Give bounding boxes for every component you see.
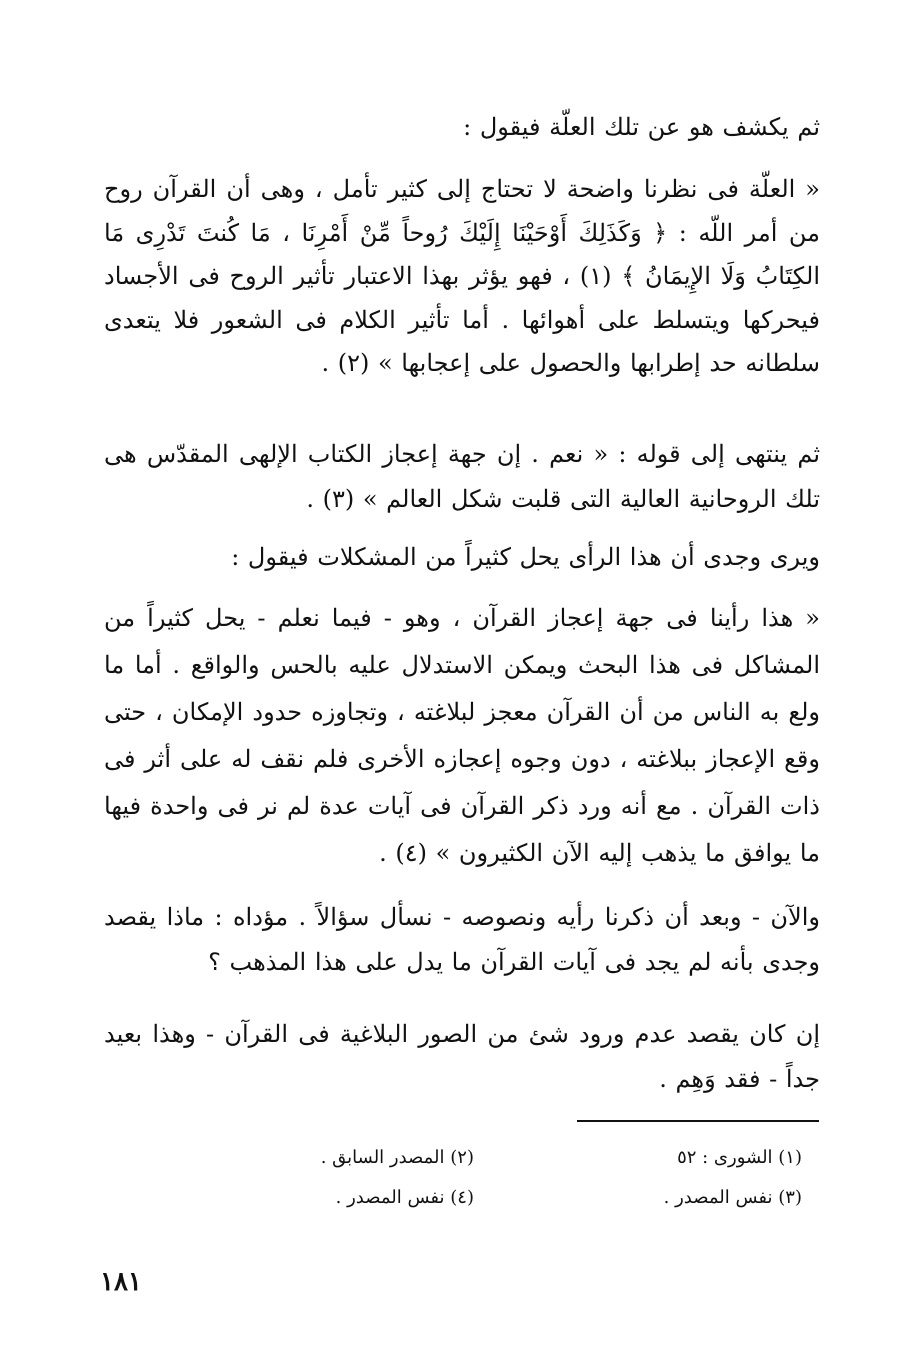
paragraph-quote-reason: « العلّة فى نظرنا واضحة لا تحتاج إلى كثير تأمل ، وهى أن القرآن روح من أمر اللّه : ﴿ وَكَذَلِكَ أَوْحَيْنَا إِلَيْكَ رُوحاً مِّنْ أَمْرِنَا ، مَا كُنتَ تَدْرِى مَا الكِتَابُ وَلَا الإِيمَانُ ﴾ (١) ، فهو يؤثر بهذا الاعتبار تأثير الروح فى الأجساد فيحركها ويتسلط على أهوائها . أما تأثير الكلام فى الشعور فلا يتعدى سلطانه حد إطرابها والحصول على إعجابها » (٢) . [104,175,821,377]
paragraph-quote-opinion: « هذا رأينا فى جهة إعجاز القرآن ، وهو - فيما نعلم - يحل كثيراً من المشاكل فى هذا البحث ويمكن الاستدلال عليه بالحس والواقع . أما ما ولع به الناس من أن القرآن معجز لبلاغته ، وتجاوزه حدود الإمكان ، حتى وقع الإعجاز ببلاغته ، دون وجوه إعجازه الأخرى فلم نقف له على أثر فى ذات القرآن . مع أنه ورد ذكر القرآن فى آيات عدة لم نر فى واحدة فيها ما يوافق ما يذهب إليه الآن الكثيرون » (٤) . [104,604,820,867]
page-number: ١٨١ [100,1267,142,1297]
footnote-2: (٢) المصدر السابق . [320,1147,474,1168]
paragraph-intro: ثم يكشف هو عن تلك العلّة فيقول : [463,113,820,141]
footnote-divider [577,1120,819,1122]
paragraph-wajdi-view: ويرى وجدى أن هذا الرأى يحل كثيراً من المشكلات فيقول : [231,543,820,571]
footnote-4: (٤) نفس المصدر . [335,1187,474,1208]
paragraph-answer: إن كان يقصد عدم ورود شئ من الصور البلاغية فى القرآن - وهذا بعيد جداً - فقد وَهِم . [104,1020,820,1093]
footnote-3: (٣) نفس المصدر . [663,1187,802,1208]
paragraph-conclusion: ثم ينتهى إلى قوله : « نعم . إن جهة إعجاز الكتاب الإلهى المقدّس هى تلك الروحانية العالية التى قلبت شكل العالم » (٣) . [104,440,820,513]
paragraph-question: والآن - وبعد أن ذكرنا رأيه ونصوصه - نسأل سؤالاً . مؤداه : ماذا يقصد وجدى بأنه لم يجد فى آيات القرآن ما يدل على هذا المذهب ؟ [104,903,820,976]
footnote-1: (١) الشورى : ٥٢ [677,1147,802,1168]
